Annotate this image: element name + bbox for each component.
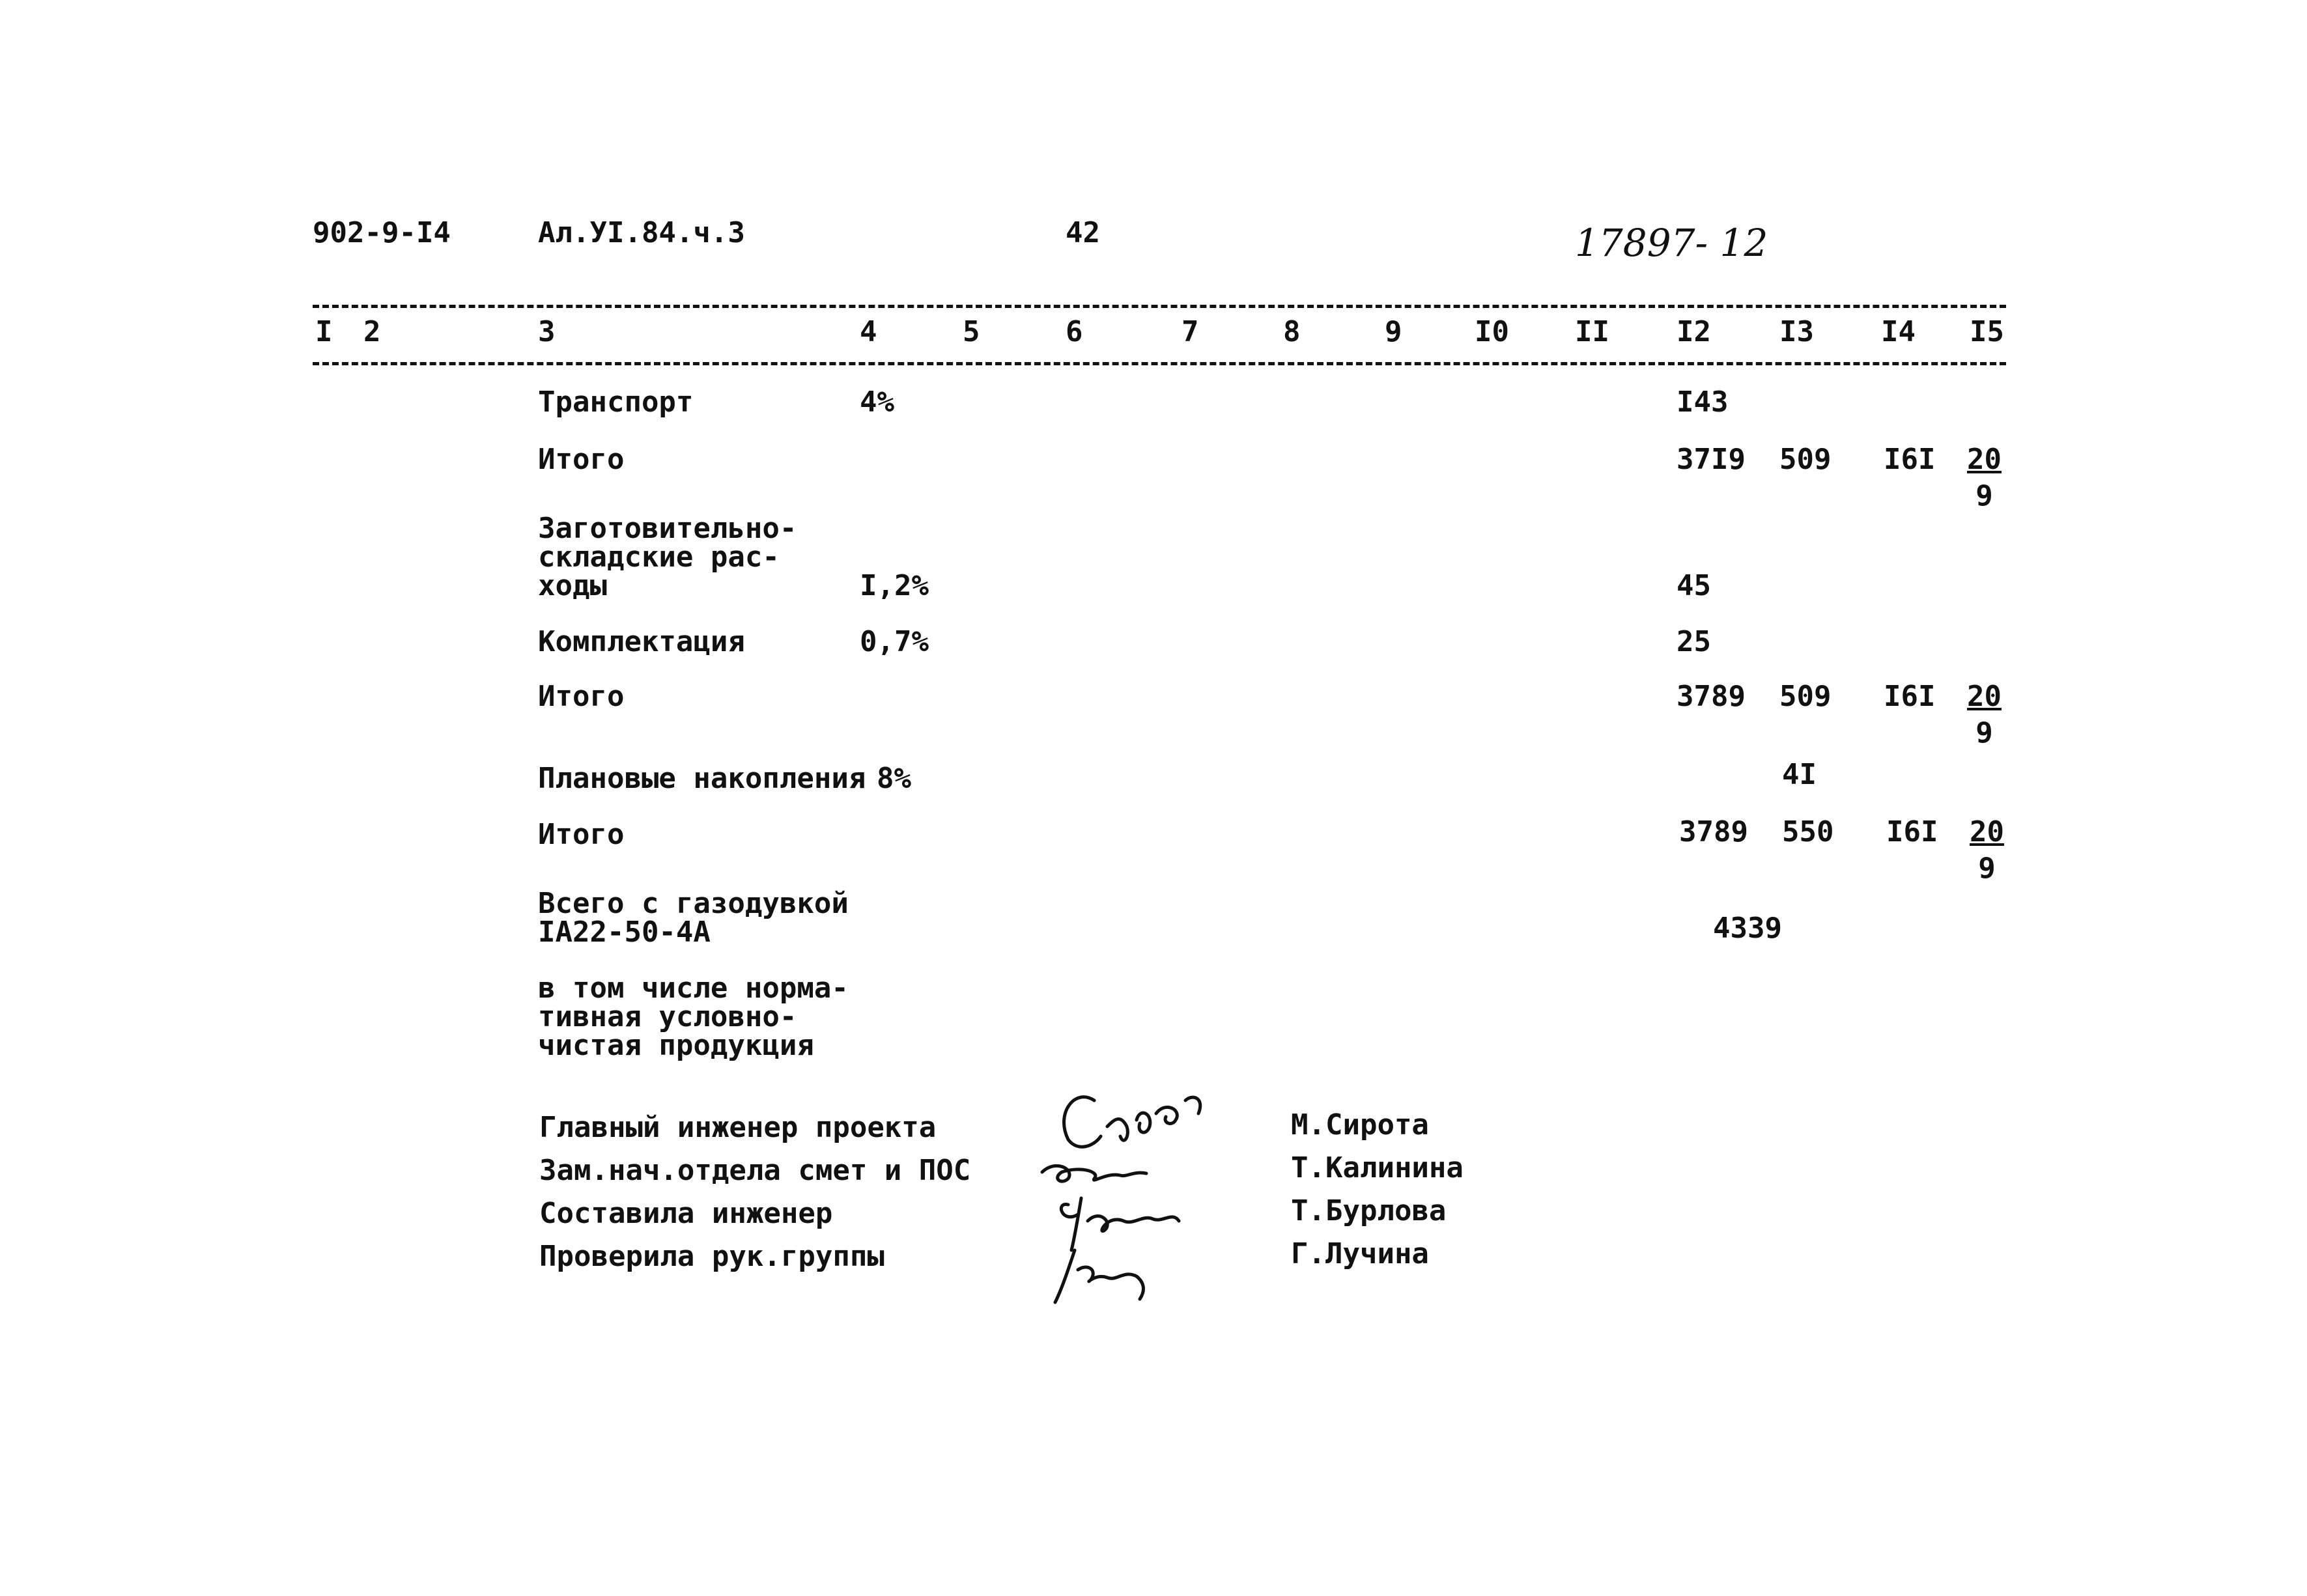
row-vsego-label	[538, 889, 849, 947]
row-plan-label: Плановые накопления	[538, 762, 866, 795]
row-itogo2-c13: 509	[1779, 680, 1832, 713]
signature-name-engineer: Т.Бурлова	[1291, 1194, 1447, 1227]
row-itogo1-c12: 37I9	[1677, 443, 1746, 476]
col-5: 5	[963, 315, 980, 348]
row-vsego-label-line2: IA22-50-4A	[538, 916, 711, 949]
signature-name-chief-engineer: М.Сирота	[1291, 1108, 1429, 1141]
row-itogo3-c15-numerator: 20	[1970, 815, 2004, 848]
col-4: 4	[860, 315, 877, 348]
row-itogo2-c15	[1967, 682, 2002, 748]
row-itogo2-c15-numerator: 20	[1967, 680, 2002, 713]
row-itogo1-c15-denominator: 9	[1975, 479, 1993, 512]
row-transport-rate: 4%	[860, 385, 894, 419]
row-vtom-label-line2: тивная условно-	[538, 1000, 797, 1033]
signature-role-chief-engineer: Главный инженер проекта	[539, 1111, 937, 1144]
row-plan-rate: 8%	[877, 762, 911, 795]
signature-kalinina-stroke	[1042, 1166, 1146, 1181]
col-3: 3	[538, 315, 556, 348]
row-itogo1-label: Итого	[538, 443, 625, 476]
row-zagot-label-line3: ходы	[538, 569, 607, 602]
row-zagot-label-line1: Заготовительно-	[538, 512, 797, 545]
col-7: 7	[1182, 315, 1199, 348]
handwritten-number: 17897- 12	[1575, 221, 1768, 265]
row-transport-label: Транспорт	[538, 385, 694, 419]
row-vtom-label-line3: чистая продукция	[538, 1029, 814, 1062]
row-itogo2-label: Итого	[538, 680, 625, 713]
row-itogo3-label: Итого	[538, 818, 625, 851]
signature-sirota-stroke	[1064, 1097, 1200, 1147]
signature-burlova-stroke	[1061, 1198, 1179, 1250]
col-9: 9	[1385, 315, 1402, 348]
row-itogo3-c12: 3789	[1679, 815, 1748, 848]
page-number: 42	[1066, 216, 1100, 249]
col-1: I	[315, 315, 333, 348]
row-komplekt-rate: 0,7%	[860, 625, 929, 658]
col-10: I0	[1475, 315, 1509, 348]
row-komplekt-c12: 25	[1677, 625, 1711, 658]
row-itogo2-c14: I6I	[1884, 680, 1936, 713]
row-plan-c13: 4I	[1782, 758, 1817, 791]
row-zagot-label-line2: складские рас-	[538, 540, 780, 574]
row-vsego-total: 4339	[1713, 912, 1782, 945]
col-14: I4	[1881, 315, 1916, 348]
row-itogo3-c14: I6I	[1886, 815, 1938, 848]
row-itogo3-c13: 550	[1782, 815, 1834, 848]
signature-name-group-leader: Г.Лучина	[1291, 1237, 1429, 1270]
row-itogo1-c15	[1967, 445, 2002, 511]
row-vtom-label-line1: в том числе норма-	[538, 972, 849, 1005]
row-zagot-label	[538, 514, 797, 600]
col-6: 6	[1066, 315, 1083, 348]
col-15: I5	[1970, 315, 2004, 348]
col-13: I3	[1779, 315, 1814, 348]
row-itogo2-c15-denominator: 9	[1975, 716, 1993, 749]
top-dashed-rule	[313, 305, 2006, 308]
row-komplekt-label: Комплектация	[538, 625, 745, 658]
signature-role-engineer: Составила инженер	[539, 1197, 833, 1230]
handwritten-signatures	[1016, 1074, 1264, 1322]
signature-name-deputy-head: Т.Калинина	[1291, 1151, 1464, 1184]
row-vsego-label-line1: Всего с газодувкой	[538, 887, 849, 920]
row-zagot-rate: I,2%	[860, 569, 929, 602]
row-itogo3-c15	[1970, 815, 2004, 885]
document-code: 902-9-I4	[313, 216, 451, 249]
col-8: 8	[1283, 315, 1301, 348]
row-zagot-c12: 45	[1677, 569, 1711, 602]
album-reference: Ал.УI.84.ч.3	[538, 216, 745, 249]
row-itogo3-c15-denominator: 9	[1978, 852, 1996, 885]
row-vtom-label	[538, 974, 849, 1060]
row-itogo1-c15-numerator: 20	[1967, 443, 2002, 476]
row-itogo2-c12: 3789	[1677, 680, 1746, 713]
signature-luchina-stroke	[1055, 1250, 1143, 1302]
col-12: I2	[1677, 315, 1711, 348]
row-itogo1-c14: I6I	[1884, 443, 1936, 476]
signature-role-group-leader: Проверила рук.группы	[539, 1240, 885, 1273]
col-11: II	[1575, 315, 1609, 348]
bottom-dashed-rule	[313, 362, 2006, 365]
signature-role-deputy-head: Зам.нач.отдела смет и ПОС	[539, 1154, 971, 1187]
row-transport-c12: I43	[1677, 385, 1729, 419]
row-itogo1-c13: 509	[1779, 443, 1832, 476]
col-2: 2	[363, 315, 381, 348]
